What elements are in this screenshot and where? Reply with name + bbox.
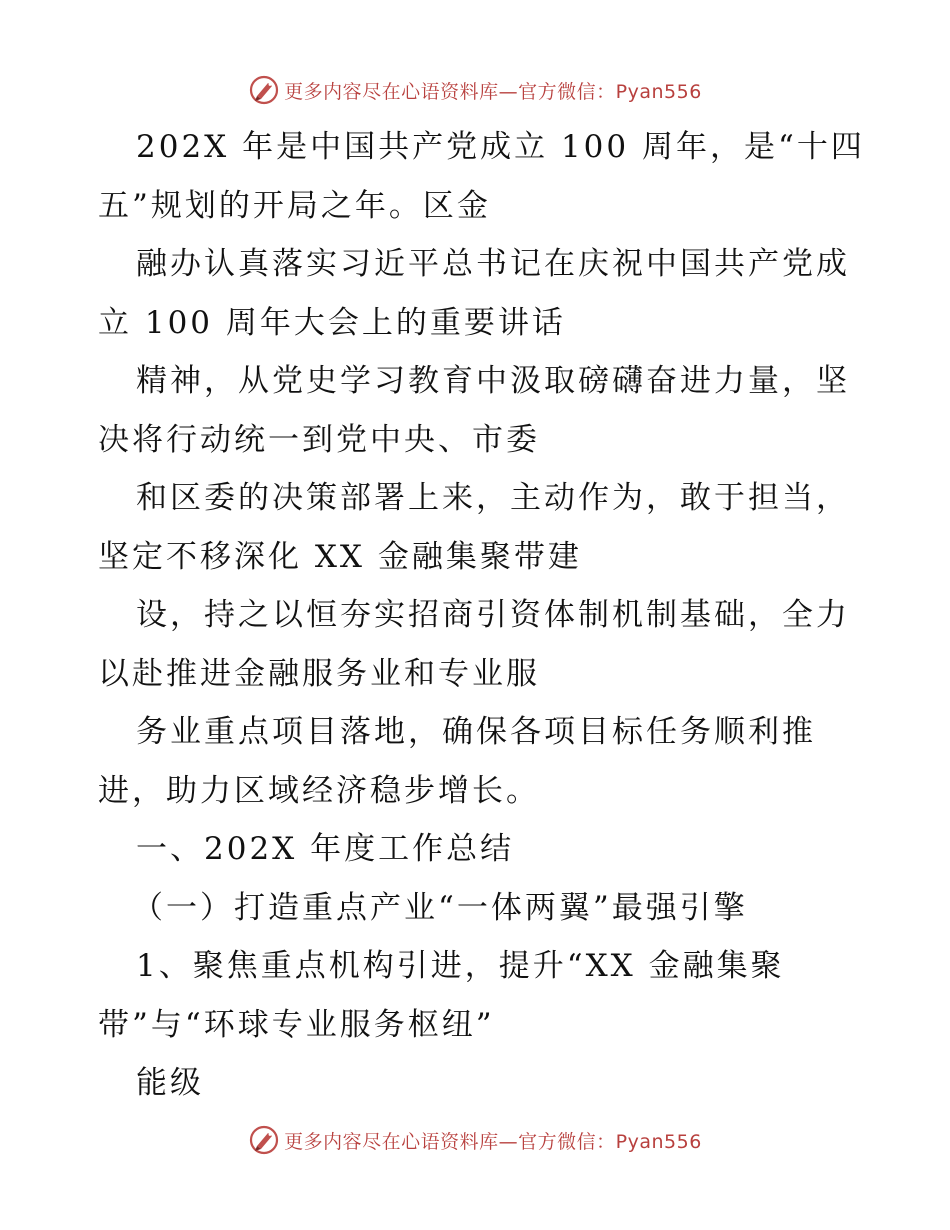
banner-wechat: 官方微信：Pyan556 (518, 80, 702, 103)
text-line: 进，助力区域经济稳步增长。 (98, 772, 540, 809)
text-line: 能级 (136, 1065, 204, 1101)
banner-title: 更多内容尽在心语资料库 (284, 1130, 499, 1153)
pen-logo-icon (248, 74, 280, 106)
text-line: 务业重点项目落地，确保各项目标任务顺利推 (136, 714, 816, 750)
section-heading: 一、202X 年度工作总结 (136, 831, 515, 867)
text-line: 精神，从党史学习教育中汲取磅礴奋进力量，坚 (136, 363, 850, 399)
banner-title: 更多内容尽在心语资料库 (284, 80, 499, 103)
subsection-heading: （一）打造重点产业“一体两翼”最强引擎 (132, 889, 748, 926)
text-line: 立 100 周年大会上的重要讲话 (98, 304, 566, 341)
banner-separator: — (498, 1130, 519, 1153)
header-watermark-banner (0, 70, 950, 110)
footer-watermark-banner (0, 1120, 950, 1160)
text-line: 以赴推进金融服务业和专业服 (98, 655, 540, 692)
banner-wechat: 官方微信：Pyan556 (518, 1130, 702, 1153)
text-line: 坚定不移深化 XX 金融集聚带建 (98, 538, 582, 575)
banner-text (284, 77, 702, 104)
text-line: 1、聚焦重点机构引进，提升“XX 金融集聚 (136, 948, 785, 984)
banner-separator: — (498, 80, 519, 103)
text-line: 决将行动统一到党中央、市委 (98, 421, 540, 458)
text-line: 融办认真落实习近平总书记在庆祝中国共产党成 (136, 246, 850, 282)
text-line: 202X 年是中国共产党成立 100 周年，是“十四 (136, 129, 865, 165)
text-line: 设，持之以恒夯实招商引资体制机制基础，全力 (136, 597, 850, 633)
banner-text (284, 1127, 702, 1154)
text-line: 和区委的决策部署上来，主动作为，敢于担当， (136, 480, 850, 516)
document-body (98, 118, 865, 1113)
text-line: 带”与“环球专业服务枢纽” (98, 1006, 495, 1043)
pen-logo-icon (248, 1124, 280, 1156)
text-line: 五”规划的开局之年。区金 (98, 187, 491, 224)
